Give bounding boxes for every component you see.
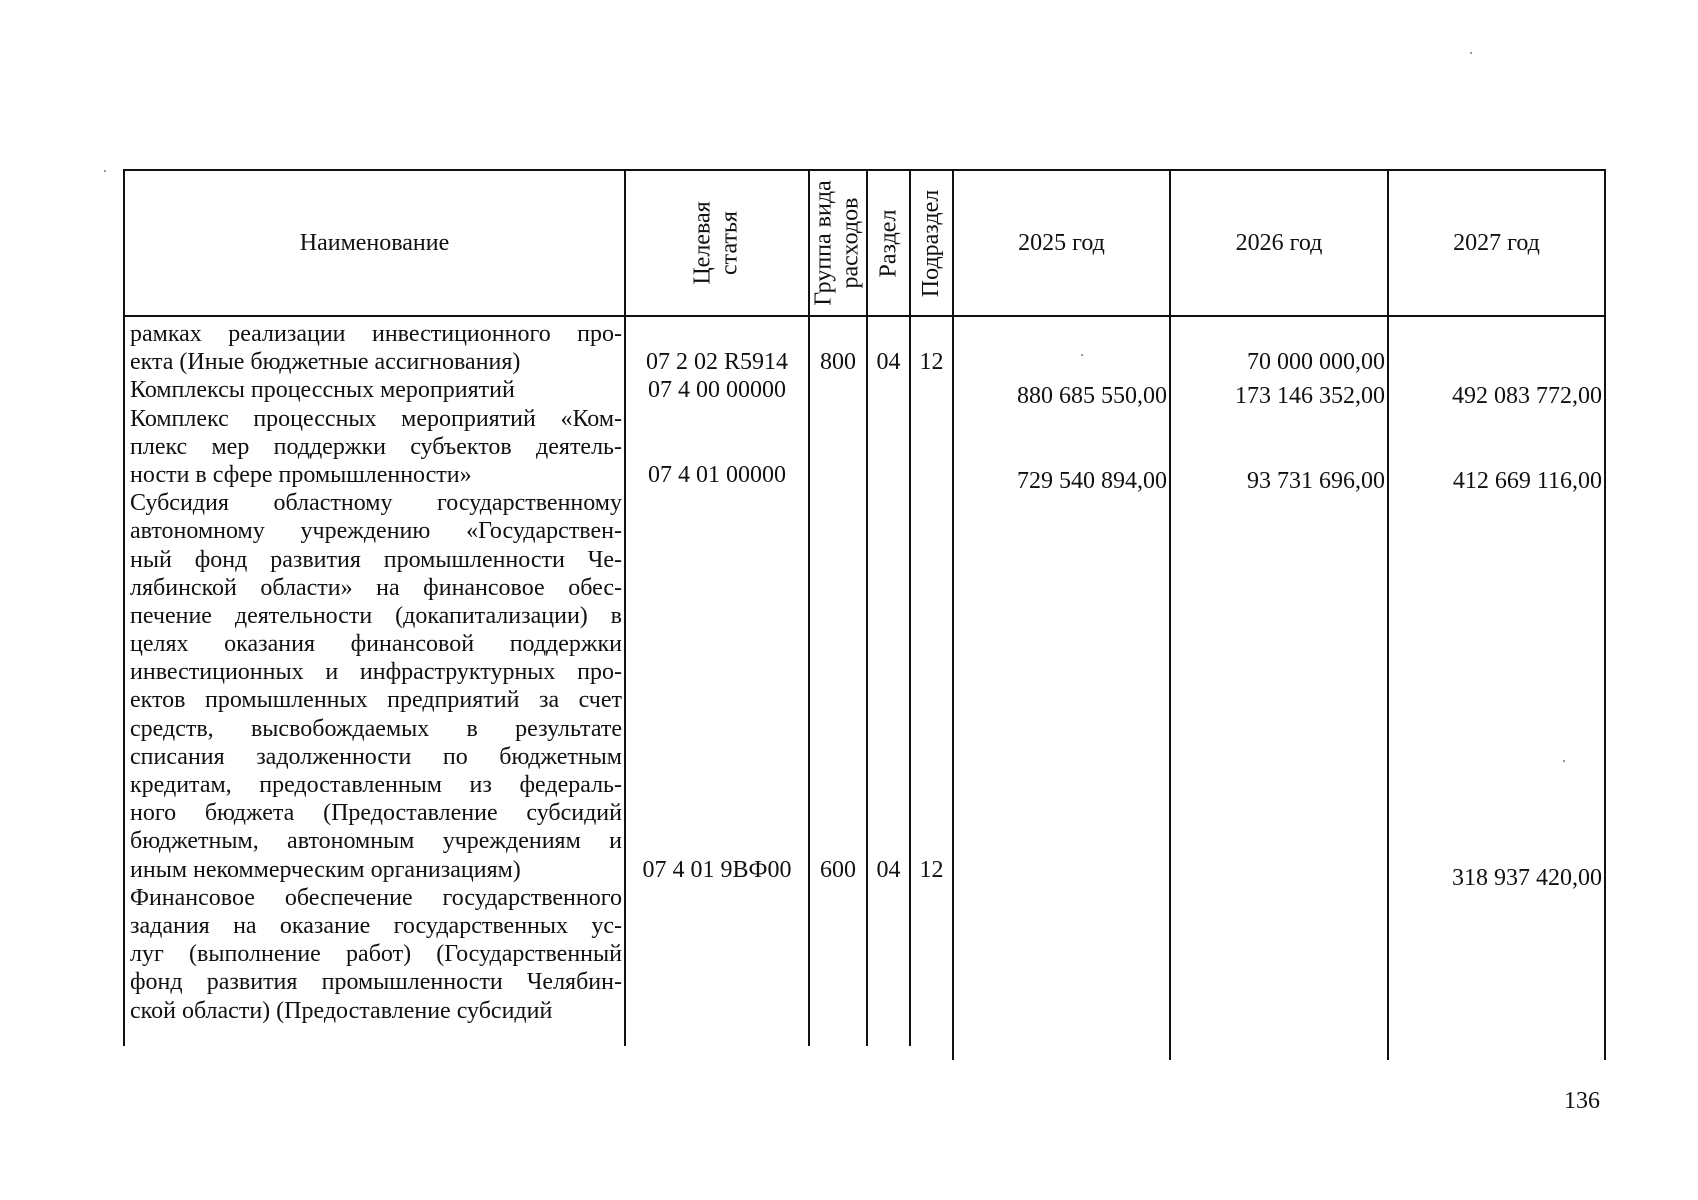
name-line: средств, высвобождаемых в результате bbox=[130, 715, 622, 742]
header-expense-group-line-1: Группа вида bbox=[811, 180, 837, 306]
scan-speck bbox=[1470, 52, 1472, 54]
header-subsection-label: Подраздел bbox=[918, 189, 945, 297]
name-line: ской области) (Предоставление субсидий bbox=[130, 997, 553, 1024]
name-line: бюджетным, автономным учреждениям и bbox=[130, 828, 622, 855]
cell-section: 04 bbox=[876, 856, 901, 883]
name-line: ного бюджета (Предоставление субсидий bbox=[130, 800, 622, 827]
header-name: Наименование bbox=[299, 229, 450, 256]
name-line: луг (выполнение работ) (Государственный bbox=[130, 941, 622, 968]
cell-section: 04 bbox=[876, 349, 901, 376]
name-column bbox=[130, 320, 622, 1025]
header-bottom-border bbox=[123, 315, 1606, 317]
name-line: фонд развития промышленности Челябин- bbox=[130, 969, 622, 996]
cell-y2025: 729 540 894,00 bbox=[1017, 468, 1167, 494]
header-2026: 2026 год bbox=[1235, 229, 1323, 256]
header-expense-group-line-2: расходов bbox=[838, 197, 864, 289]
header-2025: 2025 год bbox=[1018, 229, 1105, 256]
cell-subsection: 12 bbox=[919, 349, 944, 376]
name-line: кредитам, предоставленным из федераль- bbox=[130, 772, 622, 798]
header-target-article bbox=[626, 171, 808, 315]
cell-code: 07 2 02 R5914 bbox=[645, 349, 788, 376]
scan-speck bbox=[1563, 760, 1565, 762]
name-line: иным некоммерческим организациям) bbox=[130, 856, 521, 883]
name-line: Субсидия областному государственному bbox=[130, 490, 622, 517]
name-line: ности в сфере промышленности» bbox=[130, 461, 472, 488]
name-line: лябинской области» на финансовое обес- bbox=[130, 574, 622, 601]
name-line: Комплексы процессных мероприятий bbox=[130, 377, 515, 404]
name-line: задания на оказание государственных ус- bbox=[130, 912, 622, 939]
header-target-article-line-1: Целевая bbox=[689, 201, 716, 285]
name-line: екта (Иные бюджетные ассигнования) bbox=[130, 349, 521, 376]
header-section-label: Раздел bbox=[875, 209, 902, 277]
cell-group: 600 bbox=[820, 856, 856, 883]
name-line: Комплекс процессных мероприятий «Ком- bbox=[130, 405, 622, 432]
name-line: Финансовое обеспечение государственного bbox=[130, 884, 622, 911]
cell-y2025: 880 685 550,00 bbox=[1017, 383, 1167, 410]
page-number: 136 bbox=[1564, 1088, 1600, 1114]
cell-y2026: 93 731 696,00 bbox=[1247, 468, 1385, 494]
cell-y2026: 70 000 000,00 bbox=[1247, 349, 1385, 376]
name-line: ектов промышленных предприятий за счет bbox=[130, 687, 622, 714]
cell-group: 800 bbox=[820, 349, 856, 376]
name-line: рамках реализации инвестиционного про- bbox=[130, 321, 622, 347]
scan-speck bbox=[104, 170, 106, 172]
header-target-article-line-2: статья bbox=[716, 211, 743, 275]
header-2027: 2027 год bbox=[1453, 229, 1540, 256]
cell-code: 07 4 00 00000 bbox=[648, 377, 786, 404]
name-line: целях оказания финансовой поддержки bbox=[130, 631, 622, 658]
cell-subsection: 12 bbox=[919, 856, 944, 883]
name-line: ный фонд развития промышленности Че- bbox=[130, 546, 622, 573]
name-line: инвестиционных и инфраструктурных про- bbox=[130, 659, 622, 686]
cell-y2026: 173 146 352,00 bbox=[1235, 383, 1385, 410]
cell-y2027: 318 937 420,00 bbox=[1452, 864, 1602, 891]
header-expense-group bbox=[810, 171, 866, 315]
header-subsection bbox=[911, 171, 952, 315]
name-line: плекс мер поддержки субъектов деятель- bbox=[130, 433, 622, 460]
name-line: автономному учреждению «Государствен- bbox=[130, 518, 622, 545]
col-border-right bbox=[1604, 169, 1606, 1060]
cell-y2027: 492 083 772,00 bbox=[1452, 383, 1602, 410]
scan-speck bbox=[1081, 354, 1083, 356]
name-line: списания задолженности по бюджетным bbox=[130, 743, 622, 770]
name-line: печение деятельности (докапитализации) в bbox=[130, 602, 622, 629]
header-section bbox=[868, 171, 909, 315]
cell-y2027: 412 669 116,00 bbox=[1452, 468, 1602, 494]
cell-code: 07 4 01 00000 bbox=[648, 462, 786, 488]
cell-code: 07 4 01 9ВФ00 bbox=[642, 856, 792, 883]
